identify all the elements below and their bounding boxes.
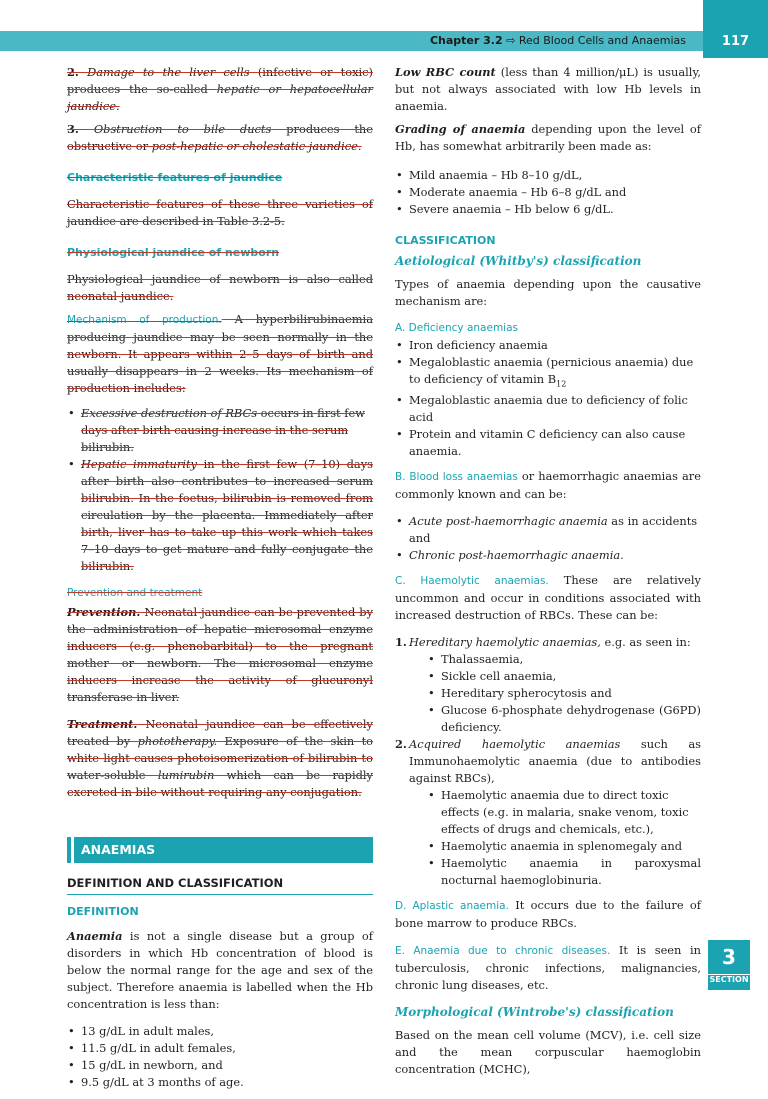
section-label: SECTION [709, 975, 749, 984]
right-column [395, 64, 701, 1084]
running-header [430, 31, 686, 51]
section-tab [708, 940, 750, 990]
list-item: • 11.5 g/dL in adult females, [81, 1040, 373, 1057]
list-item: • Haemolytic anaemia in paroxysmal nocturnal haemoglobinuria. [441, 855, 701, 889]
list-item: • Hereditary spherocytosis and [441, 685, 701, 702]
mechanism-paragraph: Mechanism of production. A hyperbilirubinaemia producing jaundice may be seen normally in the newborn. It appears within 2–5 days of birth and usually disappears in 2 weeks. Its mechanism of production includes: [67, 312, 373, 395]
list-item: • Chronic post-haemorrhagic anaemia. [409, 547, 701, 564]
section-number: 3 [722, 945, 736, 969]
list-item: • 9.5 g/dL at 3 months of age. [81, 1074, 373, 1091]
list-item: • Megaloblastic anaemia due to deficiency of folic acid [409, 392, 701, 426]
grading-paragraph: Grading of anaemia depending upon the level of Hb, has somewhat arbitrarily been made as: [395, 122, 701, 153]
haemolytic-paragraph: C. Haemolytic anaemias. These are relatively uncommon and occur in conditions associated with increased destruction of RBCs. These can be: [395, 573, 701, 623]
list-item: • Iron deficiency anaemia [409, 337, 701, 354]
blood-loss-paragraph: B. Blood loss anaemias or haemorrhagic anaemias are commonly known and can be: [395, 469, 701, 502]
morphological-heading: Morphological (Wintrobe's) classification [395, 1005, 674, 1020]
deficiency-heading: A. Deficiency anaemias [395, 322, 518, 334]
list-item: • Moderate anaemia – Hb 6–8 g/dL and [409, 184, 701, 201]
prevention-paragraph: Prevention. Neonatal jaundice can be prevented by the administration of hepatic microsomal enzyme inducers (e.g. phenobarbital) to the pregnant mother or newborn. The microsomal enzyme inducers increase the activity of glucuronyl transferase in liver. [67, 605, 373, 704]
list-item: • Excessive destruction of RBCs occurs in first few days after birth causing increase in the serum bilirubin. [81, 405, 373, 456]
list-item: • 13 g/dL in adult males, [81, 1023, 373, 1040]
definition-classification-heading: DEFINITION AND CLASSIFICATION [67, 875, 373, 895]
chapter-number: Chapter 3.2 [429, 34, 503, 47]
aplastic-paragraph: D. Aplastic anaemia. It occurs due to the failure of bone marrow to produce RBCs. [395, 898, 701, 931]
prevention-heading: Prevention and treatment [67, 587, 203, 599]
list-item: • 15 g/dL in newborn, and [81, 1057, 373, 1074]
physiological-jaundice-heading: Physiological jaundice of newborn [67, 246, 280, 259]
grading-list [395, 167, 701, 218]
chapter-title: Red Blood Cells and Anaemias [518, 34, 686, 47]
morphological-text: Based on the mean cell volume (MCV), i.e. cell size and the mean corpuscular haemoglobin concentration (MCHC), [395, 1028, 701, 1077]
list-item: • Thalassaemia, [441, 651, 701, 668]
threshold-list [67, 1023, 373, 1091]
list-item: • Haemolytic anaemia due to direct toxic effects (e.g. in malaria, snake venom, toxic effects of drugs and chemicals, etc.), [441, 787, 701, 838]
jaundice-item-3: 3. Obstruction to bile ducts produces the obstructive or post-hepatic or cholestatic jaundice. [67, 122, 373, 153]
physiological-jaundice-text: Physiological jaundice of newborn is also called neonatal jaundice. [67, 272, 373, 303]
page-number-tab [703, 0, 768, 58]
hereditary-list [409, 651, 701, 736]
classification-heading: CLASSIFICATION [395, 234, 496, 247]
char-features-text: Characteristic features of these three varieties of jaundice are described in Table 3.2-5. [67, 197, 373, 228]
aetiological-heading: Aetiological (Whitby's) classification [395, 254, 642, 268]
mechanism-list [67, 405, 373, 575]
char-features-heading: Characteristic features of jaundice [67, 171, 283, 184]
list-item: • Hepatic immaturity in the first few (7–10) days after birth also contributes to increased serum bilirubin. In the foetus, bilirubin is removed from circulation by the placenta. Immediately after birth, liver has to take up this work which takes 7–10 days to get mature and fully conjugate the bilirubin. [81, 456, 373, 575]
list-item: • Glucose 6-phosphate dehydrogenase (G6PD) deficiency. [441, 702, 701, 736]
deficiency-list [395, 337, 701, 460]
aetiological-text: Types of anaemia depending upon the causative mechanism are: [395, 277, 701, 308]
list-item: • Mild anaemia – Hb 8–10 g/dL, [409, 167, 701, 184]
list-item: • Sickle cell anaemia, [441, 668, 701, 685]
low-rbc-paragraph: Low RBC count (less than 4 million/μL) is usually, but not always associated with low Hb levels in anaemia. [395, 65, 701, 113]
list-item: • Haemolytic anaemia in splenomegaly and [441, 838, 701, 855]
arrow-icon: ⇨ [506, 34, 516, 47]
left-column [67, 64, 373, 1099]
chronic-disease-paragraph: E. Anaemia due to chronic diseases. It is seen in tuberculosis, chronic infections, malignancies, chronic lung diseases, etc. [395, 943, 701, 993]
list-item: • Severe anaemia – Hb below 6 g/dL. [409, 201, 701, 218]
jaundice-item-2: 2. Damage to the liver cells (infective or toxic) produces the so-called hepatic or hepatocellular jaundice. [67, 65, 373, 113]
list-item: • Megaloblastic anaemia (pernicious anaemia) due to deficiency of vitamin $B_{12}$ [409, 354, 701, 392]
anaemias-section-bar: ANAEMIAS [67, 837, 373, 863]
list-item: • Acute post-haemorrhagic anaemia as in accidents and [409, 513, 701, 547]
definition-paragraph: Anaemia is not a single disease but a group of disorders in which Hb concentration of blood is below the normal range for the age and sex of the subject. Therefore anaemia is labelled when the Hb concentration is less than: [67, 929, 373, 1011]
list-item: • Protein and vitamin C deficiency can also cause anaemia. [409, 426, 701, 460]
acquired-list [409, 787, 701, 889]
page-number: 117 [721, 34, 750, 49]
definition-heading: DEFINITION [67, 905, 139, 918]
treatment-paragraph: Treatment. Neonatal jaundice can be effectively treated by phototherapy. Exposure of the skin to white light causes photoisomerization of bilirubin to water-soluble lumirubin which can be rapidly excreted in bile without requiring any conjugation. [67, 717, 374, 799]
blood-loss-list [395, 513, 701, 564]
hereditary-block: 1. Hereditary haemolytic anaemias, e.g. as seen in: • Thalassaemia, • Sickle cell anaemia, • Hereditary spherocytosis and • Glucose 6-phosphate dehydrogenase (G6PD) deficiency. 2. Acquired haemolytic anaemias such as Immunohaemolytic anaemia (due to antibodies against RBCs), • Haemolytic anaemia due to direct toxic effects (e.g. in malaria, snake venom, toxic effects of drugs and chemicals, etc.), • Haemolytic anaemia in splenomegaly and • Haemolytic anaemia in paroxysmal nocturnal haemoglobinuria. [395, 634, 701, 889]
